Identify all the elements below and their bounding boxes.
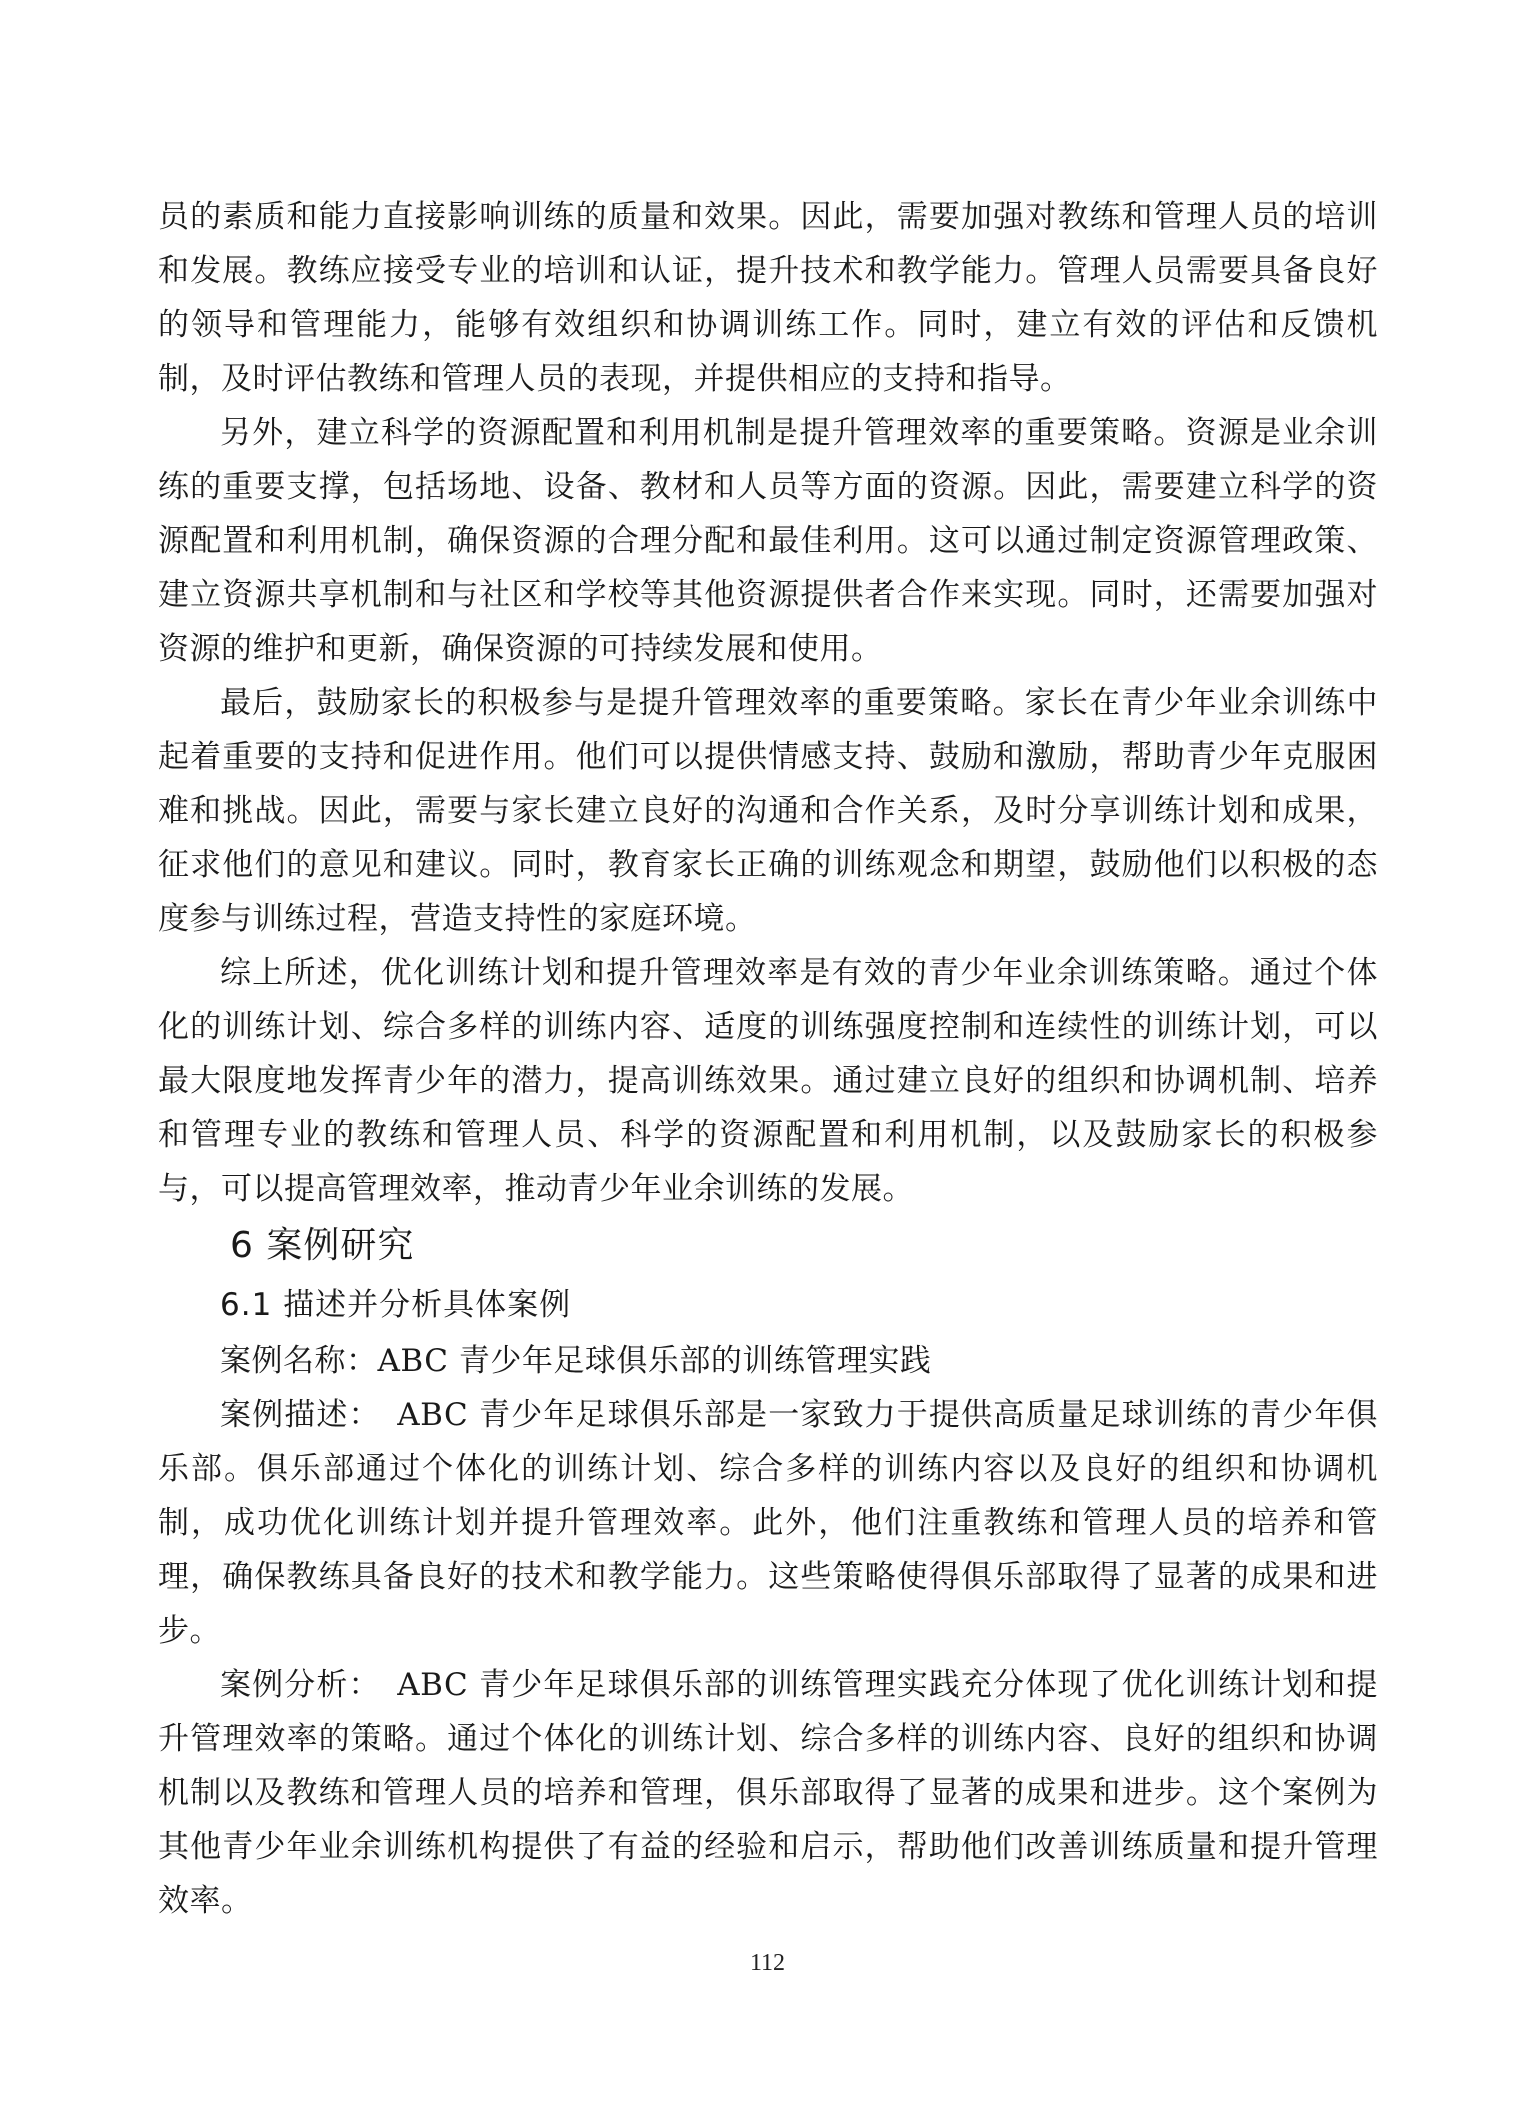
case-analysis: 案例分析： ABC 青少年足球俱乐部的训练管理实践充分体现了优化训练计划和提升管理效率的策略。通过个体化的训练计划、综合多样的训练内容、良好的组织和协调机制以及教练和管理人员的培养和管理，俱乐部取得了显著的成果和进步。这个案例为其他青少年业余训练机构提供了有益的经验和启示，帮助他们改善训练质量和提升管理效率。 <box>158 1667 1378 1919</box>
paragraph-summary: 综上所述，优化训练计划和提升管理效率是有效的青少年业余训练策略。通过个体化的训练计划、综合多样的训练内容、适度的训练强度控制和连续性的训练计划，可以最大限度地发挥青少年的潜力，提高训练效果。通过建立良好的组织和协调机制、培养和管理专业的教练和管理人员、科学的资源配置和利用机制，以及鼓励家长的积极参与，可以提高管理效率，推动青少年业余训练的发展。 <box>158 955 1378 1207</box>
page-number: 112 <box>749 1950 786 1976</box>
paragraph-continued: 员的素质和能力直接影响训练的质量和效果。因此，需要加强对教练和管理人员的培训和发展。教练应接受专业的培训和认证，提升技术和教学能力。管理人员需要具备良好的领导和管理能力，能够有效组织和协调训练工作。同时，建立有效的评估和反馈机制，及时评估教练和管理人员的表现，并提供相应的支持和指导。 <box>158 199 1378 397</box>
case-name: 案例名称：ABC 青少年足球俱乐部的训练管理实践 <box>220 1343 932 1379</box>
subsection-heading: 6.1 描述并分析具体案例 <box>220 1287 572 1323</box>
paragraph-parent-involvement: 最后，鼓励家长的积极参与是提升管理效率的重要策略。家长在青少年业余训练中起着重要的支持和促进作用。他们可以提供情感支持、鼓励和激励，帮助青少年克服困难和挑战。因此，需要与家长建立良好的沟通和合作关系，及时分享训练计划和成果，征求他们的意见和建议。同时，教育家长正确的训练观念和期望，鼓励他们以积极的态度参与训练过程，营造支持性的家庭环境。 <box>158 685 1378 937</box>
document-page <box>158 190 1378 1928</box>
section-heading: 6 案例研究 <box>230 1225 415 1266</box>
paragraph-resource-allocation: 另外，建立科学的资源配置和利用机制是提升管理效率的重要策略。资源是业余训练的重要支撑，包括场地、设备、教材和人员等方面的资源。因此，需要建立科学的资源配置和利用机制，确保资源的合理分配和最佳利用。这可以通过制定资源管理政策、建立资源共享机制和与社区和学校等其他资源提供者合作来实现。同时，还需要加强对资源的维护和更新，确保资源的可持续发展和使用。 <box>158 415 1378 667</box>
case-description: 案例描述： ABC 青少年足球俱乐部是一家致力于提供高质量足球训练的青少年俱乐部。俱乐部通过个体化的训练计划、综合多样的训练内容以及良好的组织和协调机制，成功优化训练计划并提升管理效率。此外，他们注重教练和管理人员的培养和管理，确保教练具备良好的技术和教学能力。这些策略使得俱乐部取得了显著的成果和进步。 <box>158 1397 1378 1649</box>
